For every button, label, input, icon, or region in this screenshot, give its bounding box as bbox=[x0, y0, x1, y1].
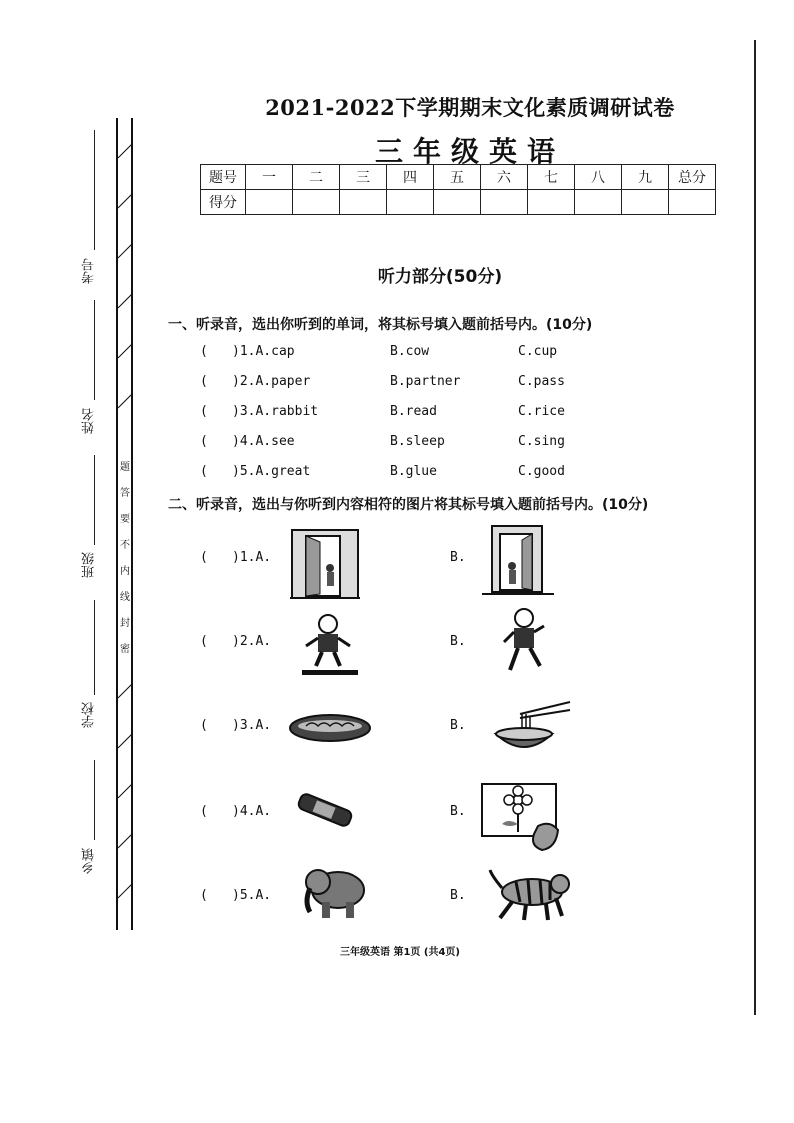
score-table-row1-label: 题号 bbox=[201, 165, 246, 190]
answer-paren[interactable]: ( bbox=[200, 344, 208, 359]
school-label: 学校 bbox=[82, 702, 97, 728]
option-a: )3.A.rabbit bbox=[232, 404, 319, 419]
score-table-header-row bbox=[201, 165, 716, 190]
score-col-total: 总分 bbox=[669, 165, 716, 190]
option-a: )2.A.paper bbox=[232, 374, 311, 389]
score-col-1: 一 bbox=[246, 165, 293, 190]
exam-title: 2021-2022下学期期末文化素质调研试卷 bbox=[265, 95, 675, 120]
bread-image bbox=[288, 712, 372, 744]
answer-paren[interactable]: ( bbox=[200, 634, 208, 649]
seal-notice: 题 答 要 不 内 线 封 密 bbox=[120, 462, 130, 655]
option-c: C.sing bbox=[518, 434, 565, 449]
option-a: )1.A.cap bbox=[232, 344, 295, 359]
running-boy-image bbox=[500, 606, 550, 676]
option-b: B.cow bbox=[390, 344, 430, 359]
score-cell[interactable] bbox=[340, 190, 387, 215]
option-b-label: B. bbox=[450, 804, 466, 819]
part1-question-5 bbox=[200, 464, 600, 484]
part2-title: 二、听录音，选出与你听到内容相符的图片将其标号填入题前括号内。(10分) bbox=[168, 497, 649, 513]
answer-paren[interactable]: ( bbox=[200, 804, 208, 819]
score-table-row2-label: 得分 bbox=[201, 190, 246, 215]
score-col-5: 五 bbox=[434, 165, 481, 190]
option-a-label: )2.A. bbox=[232, 634, 272, 649]
score-col-7: 七 bbox=[528, 165, 575, 190]
score-col-2: 二 bbox=[293, 165, 340, 190]
option-b: B.sleep bbox=[390, 434, 445, 449]
score-col-3: 三 bbox=[340, 165, 387, 190]
answer-paren[interactable]: ( bbox=[200, 404, 208, 419]
option-a-label: )4.A. bbox=[232, 804, 272, 819]
option-b: B.partner bbox=[390, 374, 461, 389]
noodles-image bbox=[490, 700, 572, 756]
option-a-label: )1.A. bbox=[232, 550, 272, 565]
listening-heading: 听力部分(50分) bbox=[377, 267, 503, 287]
score-cell[interactable] bbox=[669, 190, 716, 215]
part1-question-2 bbox=[200, 374, 600, 394]
part1-question-3 bbox=[200, 404, 600, 424]
score-cell[interactable] bbox=[481, 190, 528, 215]
score-col-8: 八 bbox=[575, 165, 622, 190]
answer-paren[interactable]: ( bbox=[200, 718, 208, 733]
class-blank[interactable] bbox=[94, 455, 95, 545]
score-cell[interactable] bbox=[528, 190, 575, 215]
township-blank[interactable] bbox=[94, 760, 95, 840]
door-boy-image bbox=[290, 528, 360, 600]
exam-number-blank[interactable] bbox=[94, 130, 95, 250]
score-col-6: 六 bbox=[481, 165, 528, 190]
township-label: 乡镇 bbox=[82, 848, 97, 874]
part1-title: 一、听录音，选出你听到的单词，将其标号填入题前括号内。(10分) bbox=[168, 317, 593, 333]
score-cell[interactable] bbox=[434, 190, 481, 215]
elephant-image bbox=[302, 862, 368, 922]
option-b: B.read bbox=[390, 404, 437, 419]
drawing-flower-image bbox=[478, 780, 562, 854]
score-cell[interactable] bbox=[575, 190, 622, 215]
tiger-image bbox=[486, 868, 572, 924]
answer-paren[interactable]: ( bbox=[200, 374, 208, 389]
option-a: )4.A.see bbox=[232, 434, 295, 449]
option-c: C.cup bbox=[518, 344, 558, 359]
option-c: C.good bbox=[518, 464, 565, 479]
score-cell[interactable] bbox=[622, 190, 669, 215]
option-c: C.rice bbox=[518, 404, 565, 419]
name-blank[interactable] bbox=[94, 300, 95, 400]
option-b-label: B. bbox=[450, 718, 466, 733]
option-c: C.pass bbox=[518, 374, 565, 389]
exam-subtitle: 三年级英语 bbox=[374, 135, 565, 168]
score-table-score-row bbox=[201, 190, 716, 215]
name-label: 姓名 bbox=[82, 408, 97, 434]
option-b-label: B. bbox=[450, 550, 466, 565]
crayon-image bbox=[294, 790, 356, 830]
option-a-label: )5.A. bbox=[232, 888, 272, 903]
part1-question-1 bbox=[200, 344, 600, 364]
option-b-label: B. bbox=[450, 888, 466, 903]
class-label: 班级 bbox=[82, 552, 97, 578]
part1-question-4 bbox=[200, 434, 600, 454]
page-footer: 三年级英语 第1页 (共4页) bbox=[339, 947, 461, 958]
door-boy-image bbox=[482, 524, 554, 596]
jumping-boy-image bbox=[300, 612, 360, 678]
page-edge-rule bbox=[754, 40, 756, 1015]
score-col-4: 四 bbox=[387, 165, 434, 190]
score-cell[interactable] bbox=[387, 190, 434, 215]
option-a-label: )3.A. bbox=[232, 718, 272, 733]
answer-paren[interactable]: ( bbox=[200, 434, 208, 449]
school-blank[interactable] bbox=[94, 600, 95, 695]
answer-paren[interactable]: ( bbox=[200, 464, 208, 479]
answer-paren[interactable]: ( bbox=[200, 550, 208, 565]
exam-number-label: 考号 bbox=[82, 258, 97, 284]
option-a: )5.A.great bbox=[232, 464, 311, 479]
answer-paren[interactable]: ( bbox=[200, 888, 208, 903]
score-col-9: 九 bbox=[622, 165, 669, 190]
score-cell[interactable] bbox=[246, 190, 293, 215]
option-b-label: B. bbox=[450, 634, 466, 649]
score-cell[interactable] bbox=[293, 190, 340, 215]
score-table bbox=[200, 164, 716, 215]
option-b: B.glue bbox=[390, 464, 437, 479]
